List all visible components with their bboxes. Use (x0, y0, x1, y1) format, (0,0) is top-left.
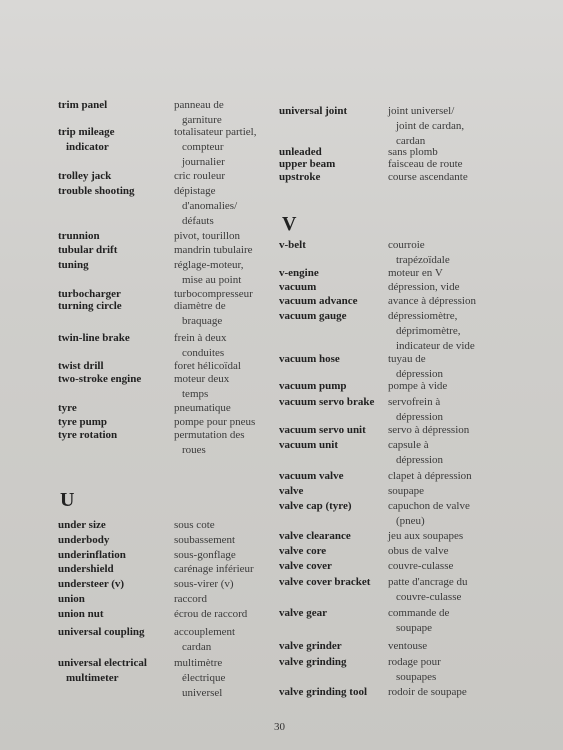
entry-term: undershield (58, 563, 114, 575)
entry-translation: dépistage (174, 185, 216, 197)
entry-translation: pompe à vide (388, 380, 448, 392)
entry-translation: couvre-culasse (388, 560, 454, 572)
entry-term: valve cap (tyre) (279, 500, 352, 512)
entry-translation: d'anomalies/ (182, 200, 238, 212)
entry-translation: soupape (388, 485, 425, 497)
entry-translation: joint universel/ (388, 105, 455, 117)
entry-translation: diamètre de (174, 300, 226, 312)
entry-term: trim panel (58, 99, 108, 111)
entry-translation: déprimomètre, (396, 325, 461, 337)
entry-translation: soubassement (174, 534, 236, 546)
entry-translation: faisceau de route (388, 158, 463, 170)
entry-translation: jeu aux soupapes (388, 530, 464, 542)
entry-translation: cardan (182, 641, 212, 653)
entry-translation: rodoir de soupape (388, 686, 467, 698)
entry-translation: capuchon de valve (388, 500, 470, 512)
entry-term: vacuum valve (279, 470, 344, 482)
entry-translation: conduites (182, 347, 225, 359)
entry-term: vacuum servo brake (279, 396, 375, 408)
entry-term: valve grinding (279, 656, 347, 668)
entry-term: vacuum hose (279, 353, 340, 365)
entry-term: valve cover bracket (279, 576, 371, 588)
entry-translation: servo à dépression (388, 424, 470, 436)
entry-translation: moteur en V (388, 267, 443, 279)
entry-translation: couvre-culasse (396, 591, 462, 603)
entry-translation: sous-virer (v) (174, 578, 234, 590)
entry-term: valve grinding tool (279, 686, 368, 698)
entry-translation: écrou de raccord (174, 608, 248, 620)
entry-term: tyre pump (58, 416, 107, 428)
entry-translation: raccord (174, 593, 207, 605)
entry-translation: joint de cardan, (396, 120, 465, 132)
entry-translation: dépression, vide (388, 281, 460, 293)
entry-term: tuning (58, 259, 89, 271)
entry-translation: pompe pour pneus (174, 416, 256, 428)
entry-translation: dépression (396, 454, 444, 466)
entry-translation: (pneu) (396, 515, 425, 527)
entry-term: vacuum gauge (279, 310, 347, 322)
entry-translation: commande de (388, 607, 450, 619)
entry-translation: obus de valve (388, 545, 449, 557)
page-number: 30 (274, 721, 285, 733)
entry-term: v-belt (279, 239, 306, 251)
entry-translation: mandrin tubulaire (174, 244, 253, 256)
entry-translation: braquage (182, 315, 223, 327)
entry-translation: panneau de (174, 99, 224, 111)
entry-translation: sous cote (174, 519, 215, 531)
section-heading-u: U (60, 489, 75, 511)
entry-term: tyre (58, 402, 77, 414)
entry-term: turning circle (58, 300, 122, 312)
entry-translation: totalisateur partiel, (174, 126, 257, 138)
entry-translation: multimètre (174, 657, 223, 669)
entry-translation: frein à deux (174, 332, 227, 344)
entry-translation: pneumatique (174, 402, 231, 414)
entry-term: valve core (279, 545, 327, 557)
entry-translation: pivot, tourillon (174, 230, 240, 242)
entry-term: tyre rotation (58, 429, 118, 441)
entry-term: universal coupling (58, 626, 145, 638)
entry-translation: mise au point (182, 274, 242, 286)
entry-term: v-engine (279, 267, 319, 279)
entry-translation: cric rouleur (174, 170, 225, 182)
entry-translation: tuyau de (388, 353, 426, 365)
entry-translation: avance à dépression (388, 295, 476, 307)
entry-translation: sous-gonflage (174, 549, 236, 561)
entry-translation: clapet à dépression (388, 470, 472, 482)
entry-translation: patte d'ancrage du (388, 576, 468, 588)
entry-term: valve gear (279, 607, 327, 619)
entry-term: trouble shooting (58, 185, 135, 197)
entry-translation: accouplement (174, 626, 236, 638)
entry-term: union nut (58, 608, 104, 620)
entry-translation: réglage-moteur, (174, 259, 244, 271)
entry-translation: cardan (396, 135, 426, 147)
entry-term: understeer (v) (58, 578, 125, 590)
entry-translation: moteur deux (174, 373, 230, 385)
entry-translation: soupape (396, 622, 433, 634)
entry-term: vacuum unit (279, 439, 338, 451)
entry-translation: garniture (182, 114, 222, 126)
entry-term: upper beam (279, 158, 336, 170)
entry-term: trolley jack (58, 170, 112, 182)
entry-term: valve grinder (279, 640, 342, 652)
entry-translation: journalier (182, 156, 225, 168)
entry-term: vacuum pump (279, 380, 347, 392)
entry-term: universal joint (279, 105, 348, 117)
entry-translation: carénage inférieur (174, 563, 254, 575)
entry-term: indicator (66, 141, 109, 153)
entry-translation: trapézoïdale (396, 254, 450, 266)
entry-translation: turbocompresseur (174, 288, 253, 300)
entry-translation: ventouse (388, 640, 428, 652)
entry-translation: rodage pour (388, 656, 441, 668)
entry-translation: capsule à (388, 439, 429, 451)
entry-translation: courroie (388, 239, 425, 251)
entry-term: two-stroke engine (58, 373, 142, 385)
entry-translation: universel (182, 687, 223, 699)
entry-translation: roues (182, 444, 206, 456)
entry-term: underinflation (58, 549, 126, 561)
entry-translation: permutation des (174, 429, 245, 441)
entry-translation: dépression (396, 368, 444, 380)
entry-translation: soupapes (396, 671, 437, 683)
entry-term: union (58, 593, 85, 605)
entry-translation: course ascendante (388, 171, 468, 183)
entry-translation: dépression (396, 411, 444, 423)
entry-term: upstroke (279, 171, 321, 183)
entry-term: valve cover (279, 560, 332, 572)
entry-term: under size (58, 519, 106, 531)
entry-term: vacuum servo unit (279, 424, 366, 436)
entry-term: twin-line brake (58, 332, 130, 344)
entry-term: vacuum (279, 281, 317, 293)
entry-translation: servofrein à (388, 396, 441, 408)
entry-translation: électrique (182, 672, 226, 684)
entry-term: multimeter (66, 672, 119, 684)
entry-term: turbocharger (58, 288, 121, 300)
entry-translation: compteur (182, 141, 224, 153)
entry-translation: dépressiomètre, (388, 310, 458, 322)
entry-term: tubular drift (58, 244, 118, 256)
section-heading-v: V (282, 213, 297, 235)
entry-term: valve (279, 485, 304, 497)
entry-term: vacuum advance (279, 295, 358, 307)
entry-translation: indicateur de vide (396, 340, 475, 352)
entry-term: twist drill (58, 360, 104, 372)
entry-translation: sans plomb (388, 146, 438, 158)
entry-translation: foret hélicoïdal (174, 360, 241, 372)
entry-term: unleaded (279, 146, 322, 158)
entry-translation: temps (182, 388, 209, 400)
entry-translation: défauts (182, 215, 214, 227)
entry-term: valve clearance (279, 530, 351, 542)
entry-term: trip mileage (58, 126, 115, 138)
entry-term: universal electrical (58, 657, 147, 669)
entry-term: underbody (58, 534, 110, 546)
entry-term: trunnion (58, 230, 100, 242)
